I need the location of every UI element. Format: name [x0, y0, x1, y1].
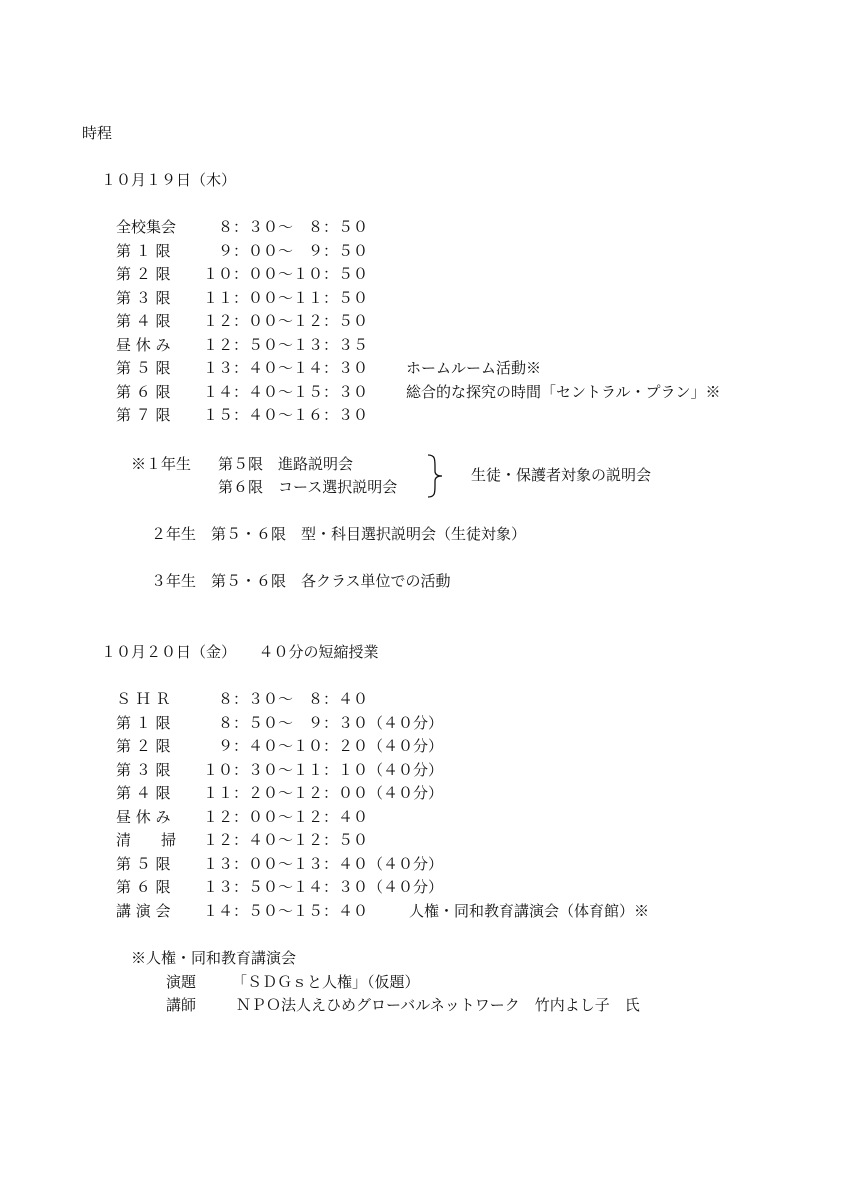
day2-row-label: 清 掃 — [116, 831, 177, 849]
day2-row-label: 第 ３ 限 — [116, 761, 171, 779]
day2-row-label: 第 １ 限 — [116, 714, 171, 732]
curly-brace-icon — [425, 453, 447, 499]
grade1-note-target: 生徒・保護者対象の説明会 — [471, 466, 652, 484]
lecture-title: ※人権・同和教育講演会 — [131, 949, 297, 967]
day2-row-time: １２：００～１２：４０ — [203, 808, 369, 826]
day1-row-label: 第 ５ 限 — [116, 359, 171, 377]
speaker-value: ＮＰＯ法人えひめグローバルネットワーク 竹内よし子 氏 — [236, 996, 640, 1014]
day1-row-note: ホームルーム活動※ — [406, 359, 542, 377]
day1-row-label: 全校集会 — [116, 218, 177, 236]
day2-row-time: １３：００～１３：４０（４０分） — [203, 855, 444, 873]
day1-date: １０月１９日（木） — [101, 171, 237, 189]
day1-row-time: ９：００～ ９：５０ — [218, 242, 369, 260]
speaker-label: 講師 — [166, 996, 197, 1014]
day1-row-label: 第 １ 限 — [116, 242, 171, 260]
day2-row-label: Ｓ Ｈ Ｒ — [116, 690, 171, 708]
day1-row-time: １２：００～１２：５０ — [203, 312, 369, 330]
day2-row-time: ８：５０～ ９：３０（４０分） — [218, 714, 444, 732]
grade3-note: ３年生 第５・６限 各クラス単位での活動 — [151, 572, 451, 590]
day1-row-label: 昼 休 み — [116, 336, 171, 354]
grade2-note: ２年生 第５・６限 型・科目選択説明会（生徒対象） — [151, 525, 527, 543]
day2-row-note: 人権・同和教育講演会（体育館）※ — [409, 902, 650, 920]
day1-row-time: １３：４０～１４：３０ — [203, 359, 369, 377]
grade1-note-line1: 第５限 進路説明会 — [218, 455, 354, 473]
day1-row-label: 第 ２ 限 — [116, 265, 171, 283]
day1-row-time: １０：００～１０：５０ — [203, 265, 369, 283]
day2-row-label: 第 ４ 限 — [116, 784, 171, 802]
day2-row-time: １１：２０～１２：００（４０分） — [203, 784, 444, 802]
day2-row-label: 昼 休 み — [116, 808, 171, 826]
day1-row-note: 総合的な探究の時間「セントラル・プラン」※ — [406, 383, 721, 401]
grade1-note-line2: 第６限 コース選択説明会 — [218, 478, 398, 496]
day1-row-time: １５：４０～１６：３０ — [203, 406, 369, 424]
day1-row-label: 第 ７ 限 — [116, 406, 171, 424]
day2-row-time: １３：５０～１４：３０（４０分） — [203, 878, 444, 896]
day2-row-time: １２：４０～１２：５０ — [203, 831, 369, 849]
day1-row-label: 第 ４ 限 — [116, 312, 171, 330]
day2-row-time: ９：４０～１０：２０（４０分） — [218, 737, 444, 755]
day1-row-time: １１：００～１１：５０ — [203, 289, 369, 307]
day2-date: １０月２０日（金） ４０分の短縮授業 — [101, 643, 379, 661]
day2-row-time: ８：３０～ ８：４０ — [218, 690, 369, 708]
day2-row-time: １０：３０～１１：１０（４０分） — [203, 761, 444, 779]
day2-row-label: 講 演 会 — [116, 902, 171, 920]
day1-row-label: 第 ３ 限 — [116, 289, 171, 307]
day1-row-time: ８：３０～ ８：５０ — [218, 218, 369, 236]
grade1-note-prefix: ※１年生 — [131, 455, 192, 473]
page-heading: 時程 — [82, 124, 113, 142]
day2-row-label: 第 ６ 限 — [116, 878, 171, 896]
day2-row-label: 第 ２ 限 — [116, 737, 171, 755]
day1-row-label: 第 ６ 限 — [116, 383, 171, 401]
day2-row-label: 第 ５ 限 — [116, 855, 171, 873]
day2-row-time: １４：５０～１５：４０ — [203, 902, 369, 920]
day1-row-time: １４：４０～１５：３０ — [203, 383, 369, 401]
topic-value: 「ＳＤＧｓと人権」（仮題） — [232, 973, 420, 991]
topic-label: 演題 — [166, 973, 197, 991]
day1-row-time: １２：５０～１３：３５ — [203, 336, 369, 354]
